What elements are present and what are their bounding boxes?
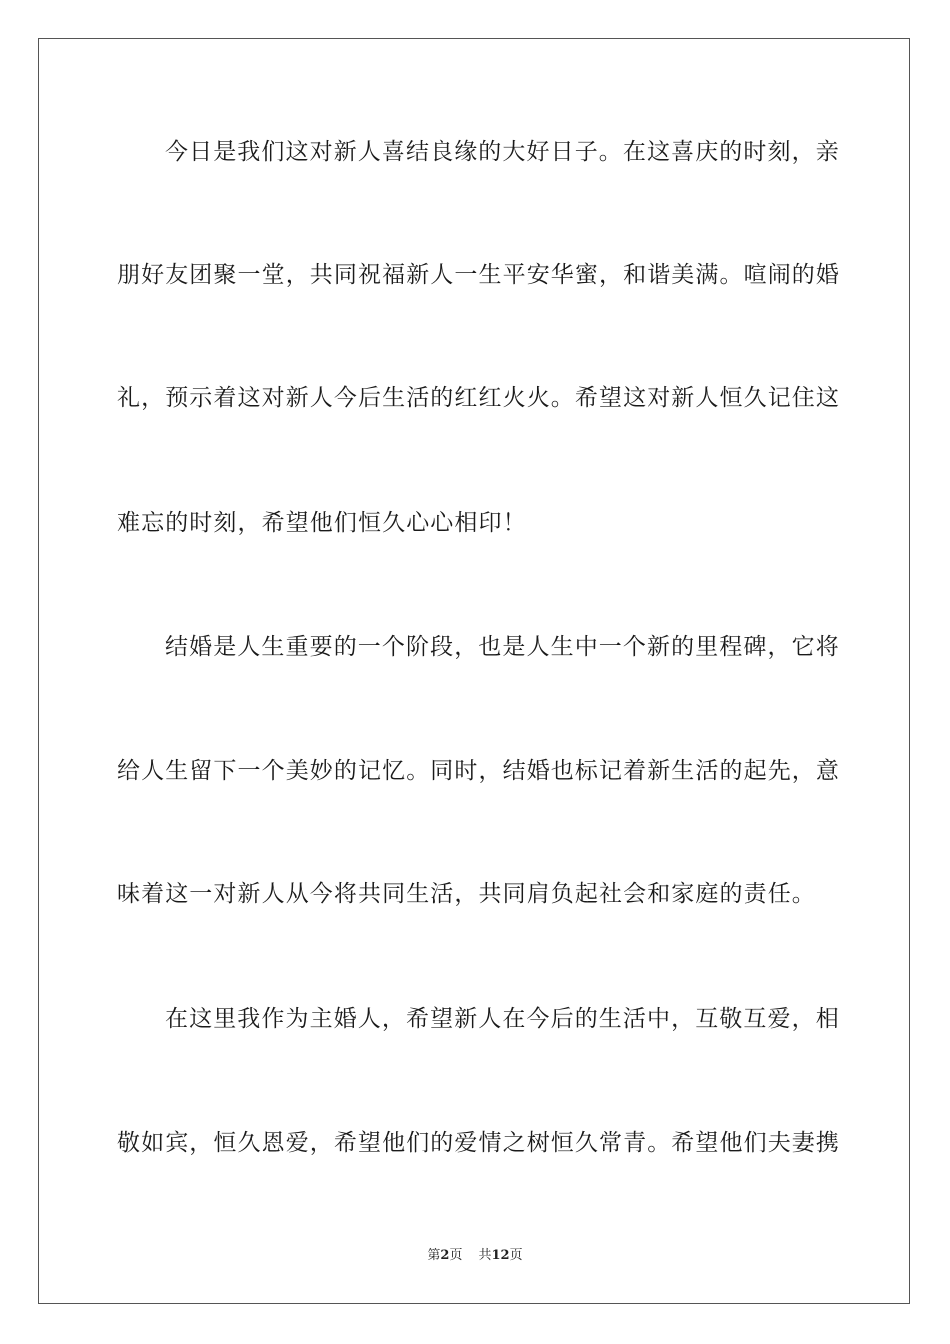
paragraph-1-line-1: 今日是我们这对新人喜结良缘的大好日子。在这喜庆的时刻，亲 [165, 139, 840, 165]
total-pages: 12 [491, 1248, 510, 1263]
page-suffix: 页 [449, 1248, 463, 1263]
total-prefix: 共 [478, 1248, 492, 1263]
paragraph-1-line-4: 难忘的时刻，希望他们恒久心心相印！ [117, 510, 527, 536]
page-prefix: 第 [427, 1248, 441, 1263]
page-footer [0, 1247, 950, 1265]
page-border [38, 38, 910, 1304]
paragraph-3-line-2: 敬如宾，恒久恩爱，希望他们的爱情之树恒久常青。希望他们夫妻携 [117, 1130, 840, 1156]
paragraph-1-line-2: 朋好友团聚一堂，共同祝福新人一生平安华蜜，和谐美满。喧闹的婚 [117, 262, 840, 288]
paragraph-2-line-1: 结婚是人生重要的一个阶段，也是人生中一个新的里程碑，它将 [165, 634, 840, 660]
paragraph-3-line-1: 在这里我作为主婚人，希望新人在今后的生活中，互敬互爱，相 [165, 1006, 840, 1032]
page-number: 2 [440, 1248, 450, 1263]
paragraph-2-line-2: 给人生留下一个美妙的记忆。同时，结婚也标记着新生活的起先，意 [117, 758, 840, 784]
total-suffix: 页 [509, 1248, 523, 1263]
paragraph-2-line-3: 味着这一对新人从今将共同生活，共同肩负起社会和家庭的责任。 [117, 881, 816, 907]
paragraph-1-line-3: 礼，预示着这对新人今后生活的红红火火。希望这对新人恒久记住这 [117, 385, 840, 411]
